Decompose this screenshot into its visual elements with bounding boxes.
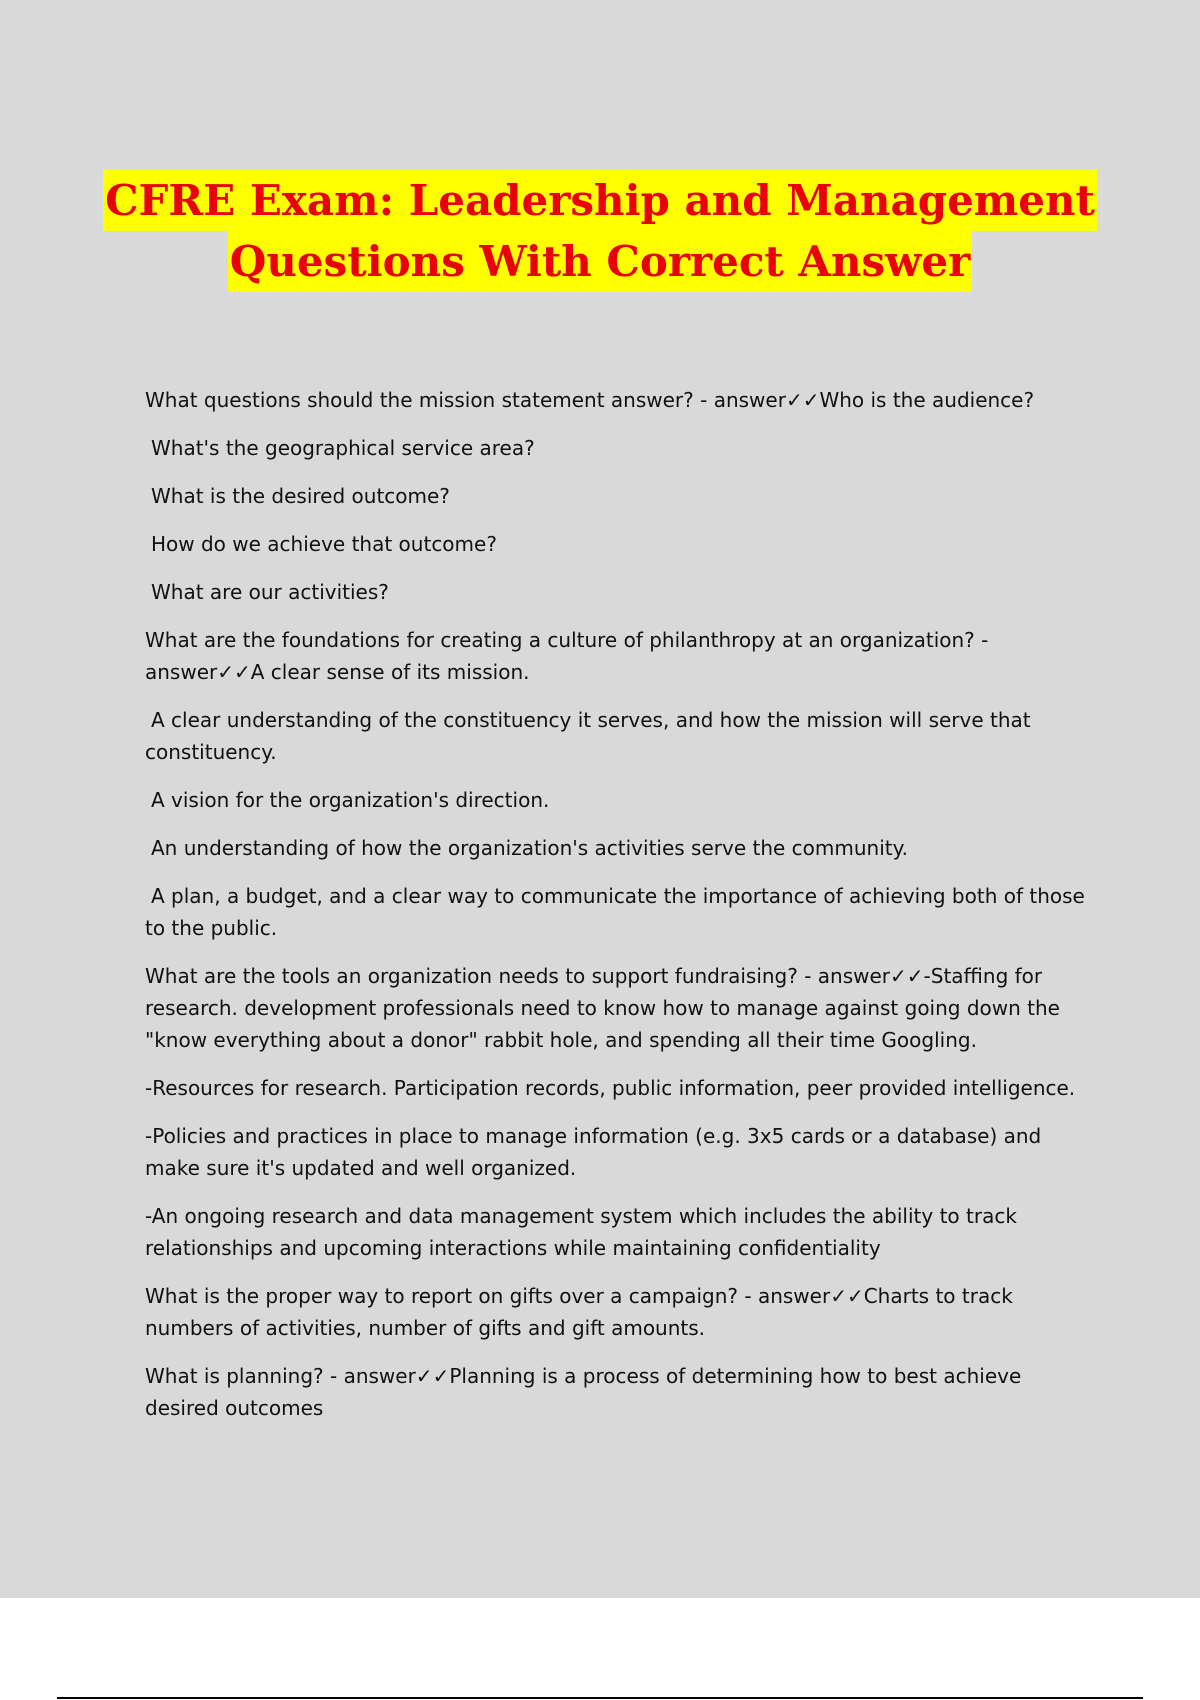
answer-line: -An ongoing research and data management system which includes the ability to track relationships and upcoming interactions while maintaining confidentiality [145, 1204, 1017, 1260]
title-line-1: CFRE Exam: Leadership and Management [103, 170, 1097, 231]
answer-line: -Policies and practices in place to manage information (e.g. 3x5 cards or a database) and make sure it's updated and well organized. [145, 1124, 1042, 1180]
answer-line: An understanding of how the organization's activities serve the community. [151, 836, 908, 860]
title-line-2: Questions With Correct Answer [228, 231, 972, 292]
question-culture-of-philanthropy: What are the foundations for creating a culture of philanthropy at an organization? - answer✓✓A clear sense of its mission. [145, 628, 989, 684]
answer-line: A clear understanding of the constituency it serves, and how the mission will serve that constituency. [145, 708, 1031, 764]
answer-line: How do we achieve that outcome? [151, 532, 497, 556]
answer-line: What's the geographical service area? [151, 436, 535, 460]
document-title [0, 170, 1200, 292]
document-body [145, 384, 1100, 1440]
question-campaign-reporting: What is the proper way to report on gifts over a campaign? - answer✓✓Charts to track numbers of activities, number of gifts and gift amounts. [145, 1284, 1013, 1340]
footer-divider [57, 1697, 1143, 1699]
answer-line: A vision for the organization's direction. [151, 788, 550, 812]
answer-line: What is the desired outcome? [151, 484, 450, 508]
answer-line: What are our activities? [151, 580, 389, 604]
question-fundraising-tools: What are the tools an organization needs to support fundraising? - answer✓✓-Staffing for research. development professionals need to know how to manage against going down the "know everything about a donor" rabbit hole, and spending all their time Googling. [145, 964, 1060, 1052]
question-mission-statement: What questions should the mission statement answer? - answer✓✓Who is the audience? [145, 388, 1035, 412]
answer-line: -Resources for research. Participation records, public information, peer provided intelligence. [145, 1076, 1076, 1100]
answer-line: A plan, a budget, and a clear way to communicate the importance of achieving both of those to the public. [145, 884, 1085, 940]
question-planning: What is planning? - answer✓✓Planning is a process of determining how to best achieve desired outcomes [145, 1364, 1022, 1420]
